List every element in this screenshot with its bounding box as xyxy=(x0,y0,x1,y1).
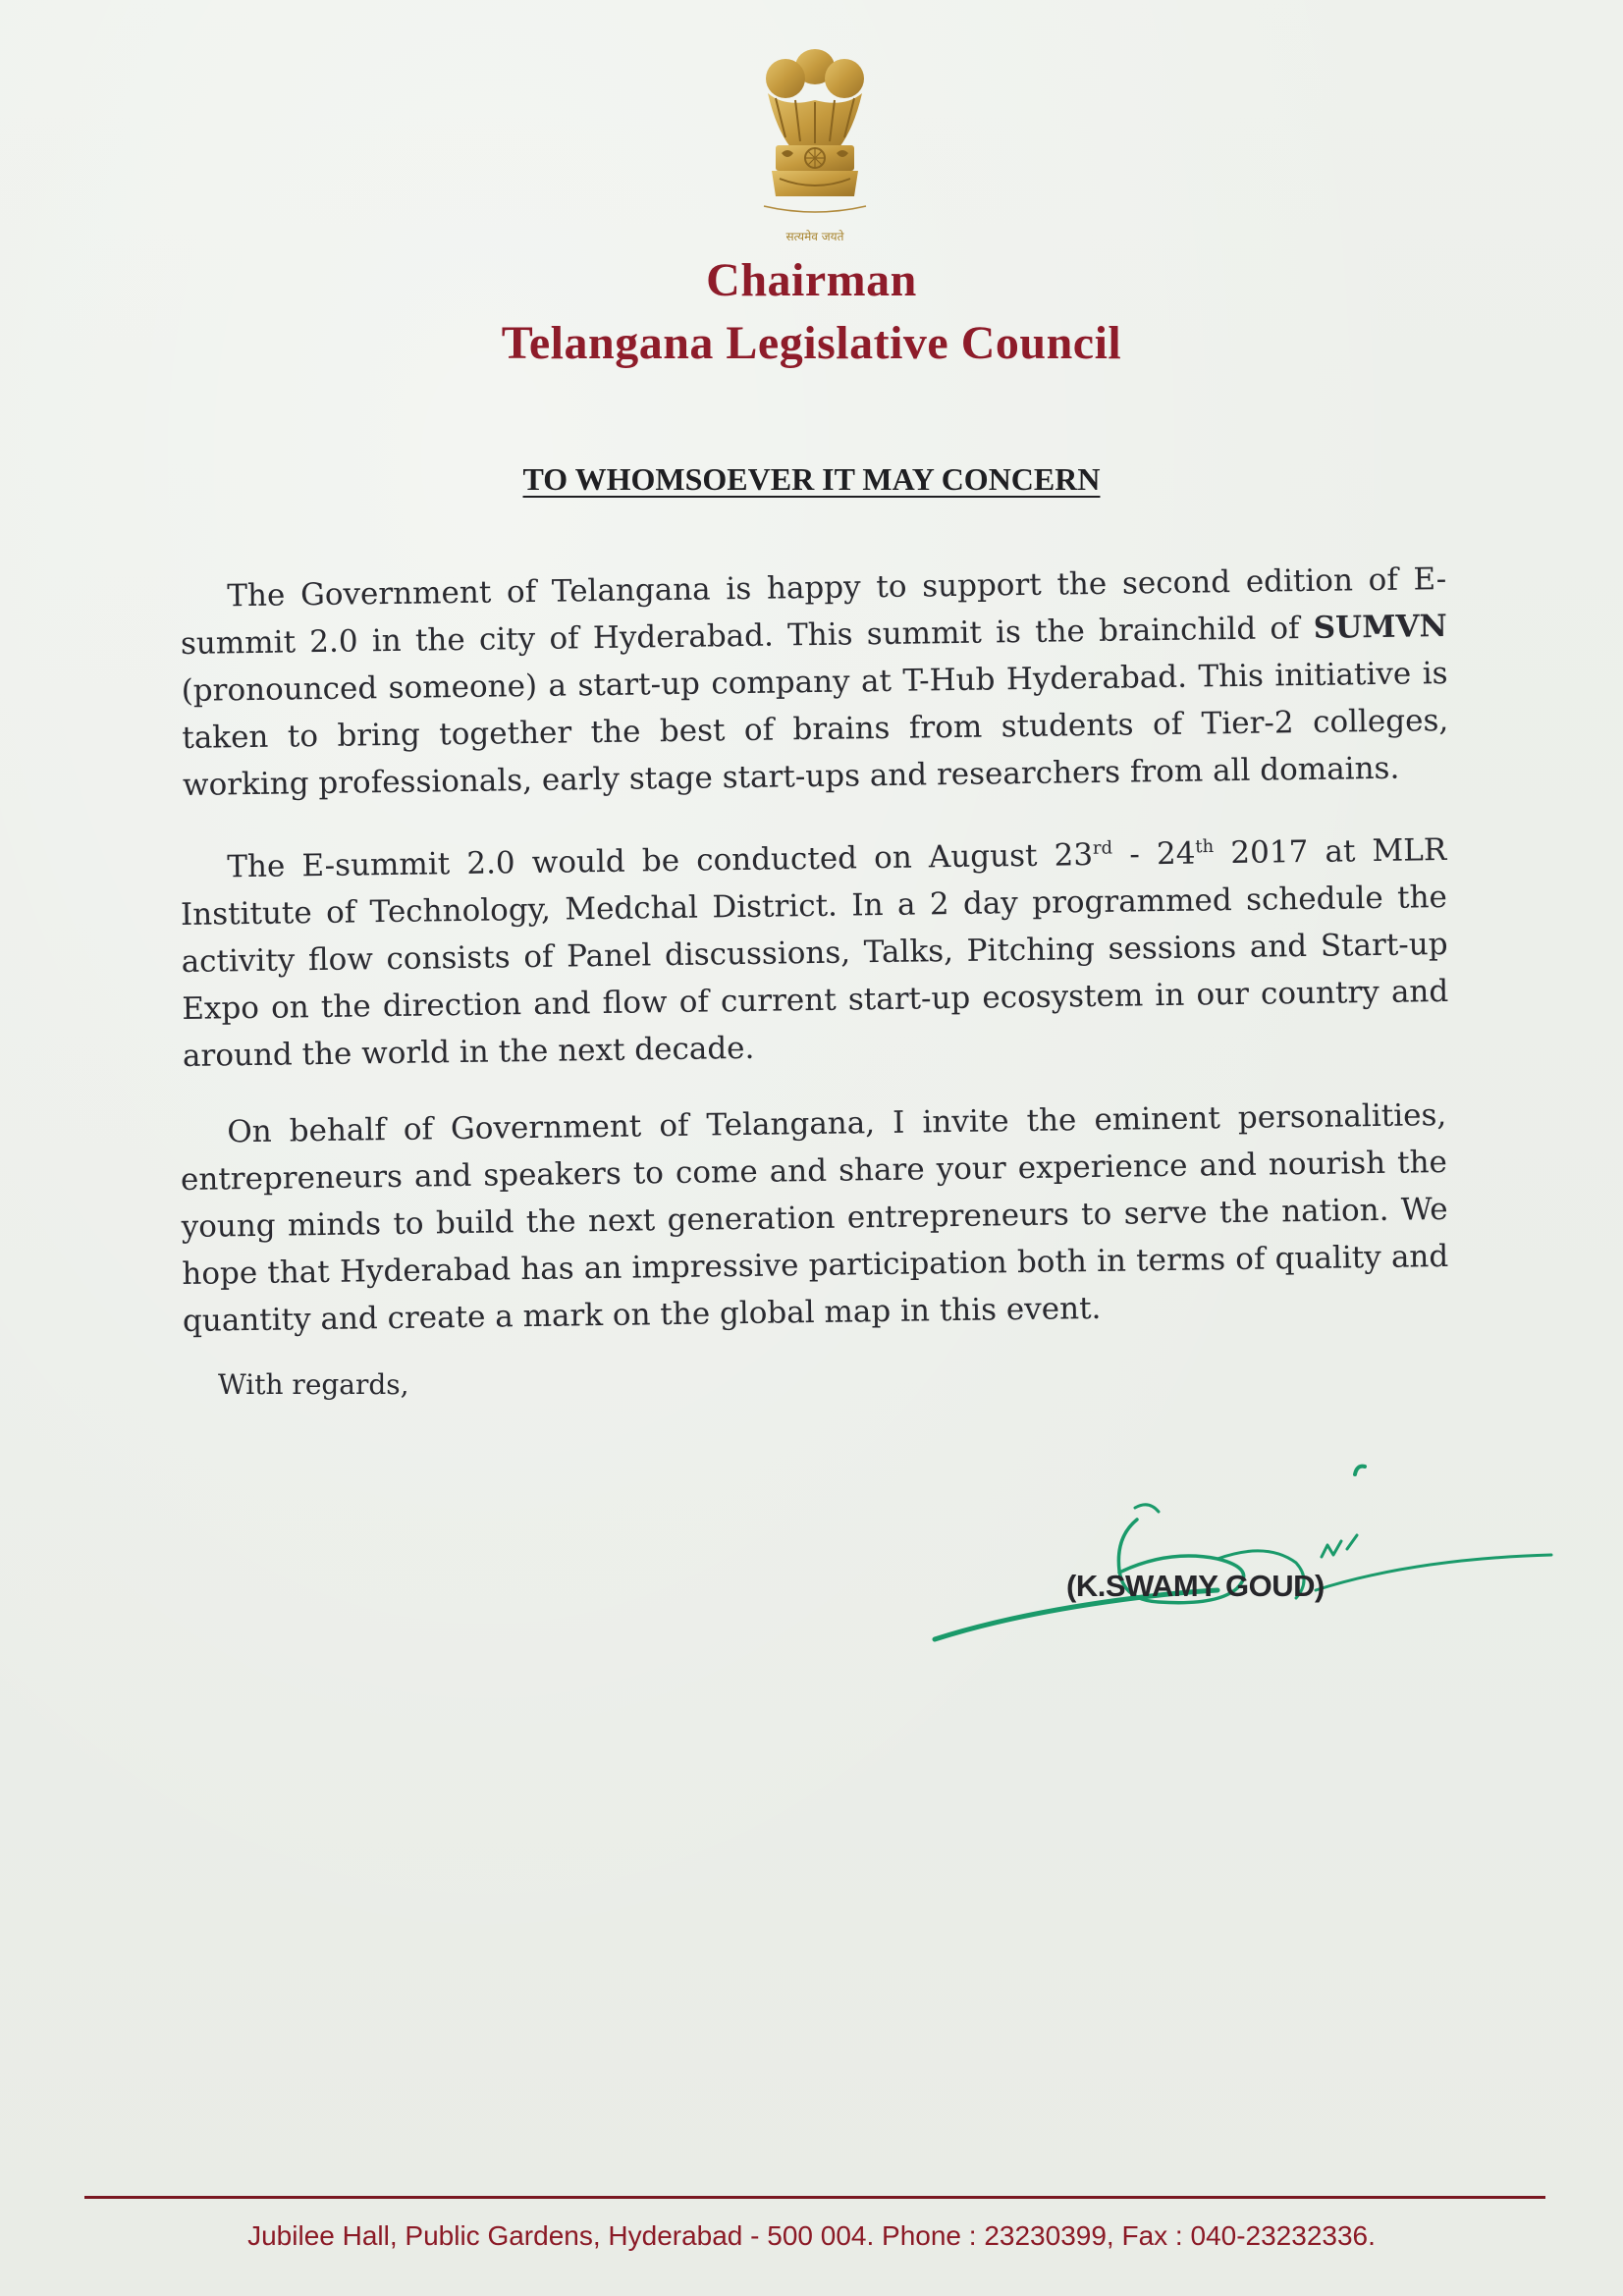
closing-salutation: With regards, xyxy=(218,1368,409,1401)
paragraph-1 xyxy=(180,556,1449,809)
letter-subject: TO WHOMSOEVER IT MAY CONCERN xyxy=(522,461,1101,497)
emblem-motto: सत्यमेव जयते xyxy=(785,230,844,243)
paragraph-2 xyxy=(180,827,1449,1080)
paragraph-2-text-a: The E-summit 2.0 would be conducted on August 23 xyxy=(227,837,1094,885)
paragraph-1-text-b: (pronounced someone) a start-up company at T-Hub Hyderabad. This initiative is taken to bring together the best of brains from students of Tier-2 colleges, working professionals, early stage start-ups and researchers from all domains. xyxy=(181,655,1449,803)
footer-address: Jubilee Hall, Public Gardens, Hyderabad - 500 004. Phone : 23230399, Fax : 040-23232336. xyxy=(247,2220,1376,2251)
ordinal-suffix-th: th xyxy=(1195,835,1215,858)
handwritten-signature xyxy=(923,1443,1561,1669)
letterhead-title: Chairman xyxy=(706,254,917,306)
footer-divider xyxy=(84,2196,1545,2199)
national-emblem-icon xyxy=(746,39,884,245)
letterhead-subtitle: Telangana Legislative Council xyxy=(501,317,1122,369)
paragraph-2-text-b: - 24 xyxy=(1111,835,1196,873)
paragraph-3: On behalf of Government of Telangana, I invite the eminent personalities, entrepreneurs and speakers to come and share your experience and nourish the young minds to build the next generation entrepreneurs to serve the nation. We hope that Hyderabad has an impressive participation both in terms of quality and quantity and create a mark on the global map in this event. xyxy=(180,1096,1449,1339)
signatory-name: (K.SWAMY GOUD) xyxy=(1066,1569,1325,1603)
ordinal-suffix-rd: rd xyxy=(1092,837,1113,859)
company-name: SUMVN xyxy=(1313,608,1448,646)
paragraph-1-text-a: The Government of Telangana is happy to support the second edition of E-summit 2.0 in the city of Hyderabad. This summit is the brainchild of xyxy=(180,561,1447,662)
paragraph-2-text-c: 2017 at MLR Institute of Technology, Medchal District. In a 2 day programmed schedule the activity flow consists of Panel discussions, Talks, Pitching sessions and Start-up Expo on the direction and flow of current start-up ecosystem in our country and around the world in the next decade. xyxy=(180,831,1449,1074)
